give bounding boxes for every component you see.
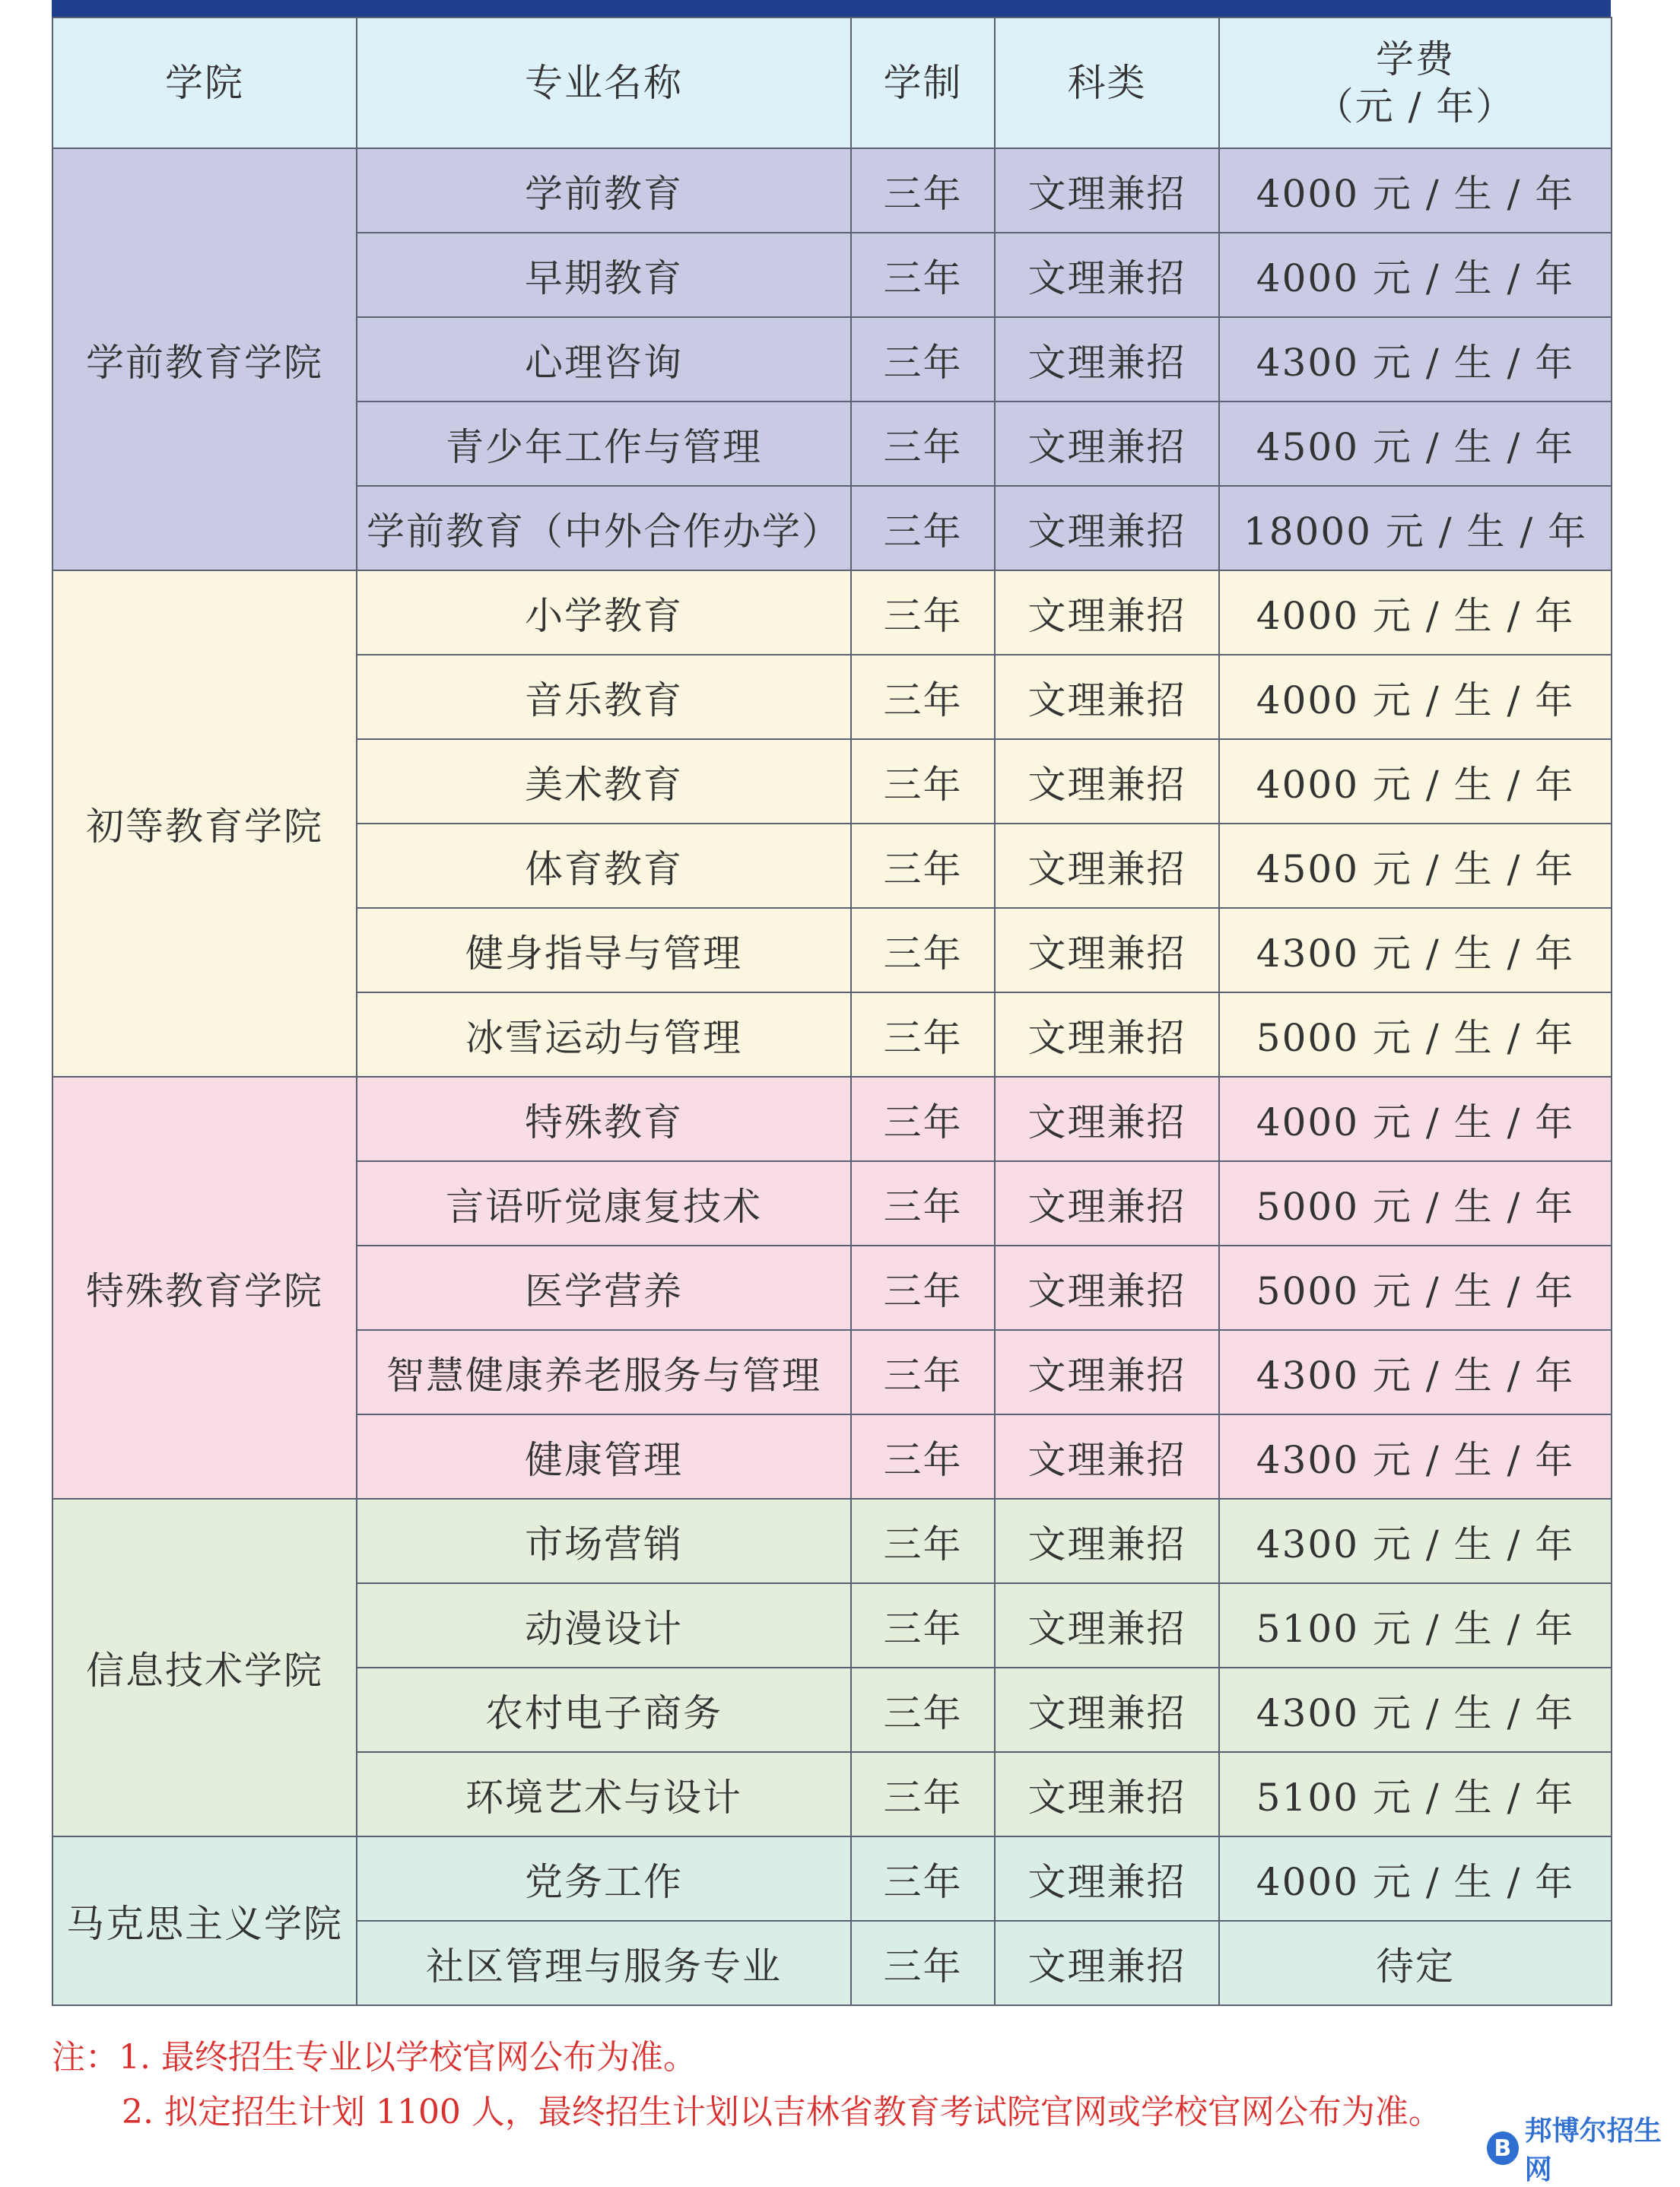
major-name-cell: 医学营养	[357, 1246, 851, 1330]
major-name-cell: 冰雪运动与管理	[357, 992, 851, 1077]
fee-cell: 4300 元 / 生 / 年	[1219, 1330, 1612, 1414]
years-cell: 三年	[851, 148, 995, 233]
major-name-cell: 特殊教育	[357, 1077, 851, 1161]
years-cell: 三年	[851, 1499, 995, 1583]
fee-cell: 4300 元 / 生 / 年	[1219, 317, 1612, 402]
category-cell: 文理兼招	[995, 992, 1219, 1077]
category-cell: 文理兼招	[995, 486, 1219, 570]
major-name-cell: 小学教育	[357, 570, 851, 655]
category-cell: 文理兼招	[995, 317, 1219, 402]
fee-cell: 4000 元 / 生 / 年	[1219, 1077, 1612, 1161]
footnote-1: 注：1. 最终招生专业以学校官网公布为准。	[52, 2038, 697, 2077]
table-body	[52, 148, 1612, 2005]
college-name-cell: 特殊教育学院	[52, 1077, 357, 1499]
fee-cell: 5000 元 / 生 / 年	[1219, 1246, 1612, 1330]
major-name-cell: 美术教育	[357, 739, 851, 824]
fee-cell: 4300 元 / 生 / 年	[1219, 1668, 1612, 1752]
years-cell: 三年	[851, 739, 995, 824]
years-cell: 三年	[851, 1077, 995, 1161]
table-row	[52, 1836, 1612, 1921]
category-cell: 文理兼招	[995, 824, 1219, 908]
fee-cell: 4300 元 / 生 / 年	[1219, 1499, 1612, 1583]
major-name-cell: 社区管理与服务专业	[357, 1921, 851, 2005]
years-cell: 三年	[851, 1921, 995, 2005]
category-cell: 文理兼招	[995, 1161, 1219, 1246]
fee-cell: 4000 元 / 生 / 年	[1219, 233, 1612, 317]
college-name-cell: 马克思主义学院	[52, 1836, 357, 2005]
fee-cell: 5000 元 / 生 / 年	[1219, 992, 1612, 1077]
header-category: 科类	[995, 17, 1219, 148]
years-cell: 三年	[851, 992, 995, 1077]
fee-cell: 4000 元 / 生 / 年	[1219, 148, 1612, 233]
header-fee-title: 学费	[1376, 37, 1455, 81]
major-name-cell: 音乐教育	[357, 655, 851, 739]
college-name-cell: 信息技术学院	[52, 1499, 357, 1836]
header-fee-unit: （元 / 年）	[1315, 84, 1516, 129]
major-name-cell: 环境艺术与设计	[357, 1752, 851, 1836]
table-row	[52, 570, 1612, 655]
major-name-cell: 心理咨询	[357, 317, 851, 402]
table-row	[52, 148, 1612, 233]
major-name-cell: 动漫设计	[357, 1583, 851, 1668]
fee-cell: 4000 元 / 生 / 年	[1219, 570, 1612, 655]
years-cell: 三年	[851, 570, 995, 655]
fee-cell: 5100 元 / 生 / 年	[1219, 1583, 1612, 1668]
years-cell: 三年	[851, 1836, 995, 1921]
category-cell: 文理兼招	[995, 233, 1219, 317]
table-row	[52, 1499, 1612, 1583]
college-name-cell: 学前教育学院	[52, 148, 357, 570]
years-cell: 三年	[851, 1414, 995, 1499]
major-name-cell: 市场营销	[357, 1499, 851, 1583]
category-cell: 文理兼招	[995, 1499, 1219, 1583]
category-cell: 文理兼招	[995, 655, 1219, 739]
category-cell: 文理兼招	[995, 1583, 1219, 1668]
category-cell: 文理兼招	[995, 1668, 1219, 1752]
category-cell: 文理兼招	[995, 570, 1219, 655]
table-header-row	[52, 17, 1612, 148]
fee-cell: 4000 元 / 生 / 年	[1219, 739, 1612, 824]
years-cell: 三年	[851, 1668, 995, 1752]
header-major: 专业名称	[357, 17, 851, 148]
major-name-cell: 学前教育	[357, 148, 851, 233]
years-cell: 三年	[851, 655, 995, 739]
category-cell: 文理兼招	[995, 1921, 1219, 2005]
category-cell: 文理兼招	[995, 1330, 1219, 1414]
years-cell: 三年	[851, 1330, 995, 1414]
header-years: 学制	[851, 17, 995, 148]
fee-cell: 待定	[1219, 1921, 1612, 2005]
category-cell: 文理兼招	[995, 148, 1219, 233]
footnotes	[52, 2030, 1611, 2140]
table-row	[52, 1077, 1612, 1161]
years-cell: 三年	[851, 1246, 995, 1330]
years-cell: 三年	[851, 1752, 995, 1836]
fee-cell: 4300 元 / 生 / 年	[1219, 1414, 1612, 1499]
fee-cell: 5000 元 / 生 / 年	[1219, 1161, 1612, 1246]
watermark-logo-icon: B	[1487, 2131, 1519, 2165]
years-cell: 三年	[851, 486, 995, 570]
category-cell: 文理兼招	[995, 1752, 1219, 1836]
category-cell: 文理兼招	[995, 1246, 1219, 1330]
college-name-cell: 初等教育学院	[52, 570, 357, 1077]
major-name-cell: 智慧健康养老服务与管理	[357, 1330, 851, 1414]
major-name-cell: 健身指导与管理	[357, 908, 851, 992]
fee-cell: 4500 元 / 生 / 年	[1219, 824, 1612, 908]
years-cell: 三年	[851, 317, 995, 402]
years-cell: 三年	[851, 1161, 995, 1246]
major-name-cell: 健康管理	[357, 1414, 851, 1499]
fee-cell: 5100 元 / 生 / 年	[1219, 1752, 1612, 1836]
tuition-table	[52, 17, 1612, 2006]
major-name-cell: 农村电子商务	[357, 1668, 851, 1752]
years-cell: 三年	[851, 402, 995, 486]
category-cell: 文理兼招	[995, 1836, 1219, 1921]
watermark-logo	[1487, 2116, 1680, 2185]
major-name-cell: 言语听觉康复技术	[357, 1161, 851, 1246]
years-cell: 三年	[851, 824, 995, 908]
years-cell: 三年	[851, 1583, 995, 1668]
years-cell: 三年	[851, 233, 995, 317]
fee-cell: 4000 元 / 生 / 年	[1219, 1836, 1612, 1921]
category-cell: 文理兼招	[995, 402, 1219, 486]
fee-cell: 4000 元 / 生 / 年	[1219, 655, 1612, 739]
major-name-cell: 党务工作	[357, 1836, 851, 1921]
category-cell: 文理兼招	[995, 739, 1219, 824]
major-name-cell: 早期教育	[357, 233, 851, 317]
header-school: 学院	[52, 17, 357, 148]
category-cell: 文理兼招	[995, 908, 1219, 992]
major-name-cell: 青少年工作与管理	[357, 402, 851, 486]
years-cell: 三年	[851, 908, 995, 992]
fee-cell: 4300 元 / 生 / 年	[1219, 908, 1612, 992]
header-fee	[1219, 17, 1612, 148]
category-cell: 文理兼招	[995, 1077, 1219, 1161]
fee-cell: 18000 元 / 生 / 年	[1219, 486, 1612, 570]
category-cell: 文理兼招	[995, 1414, 1219, 1499]
fee-cell: 4500 元 / 生 / 年	[1219, 402, 1612, 486]
top-accent-bar	[52, 0, 1611, 17]
watermark-text: 邦博尔招生网	[1524, 2116, 1662, 2185]
major-name-cell: 体育教育	[357, 824, 851, 908]
major-name-cell: 学前教育（中外合作办学）	[357, 486, 851, 570]
footnote-2: 2. 拟定招生计划 1100 人，最终招生计划以吉林省教育考试院官网或学校官网公布为准。	[122, 2093, 1442, 2131]
